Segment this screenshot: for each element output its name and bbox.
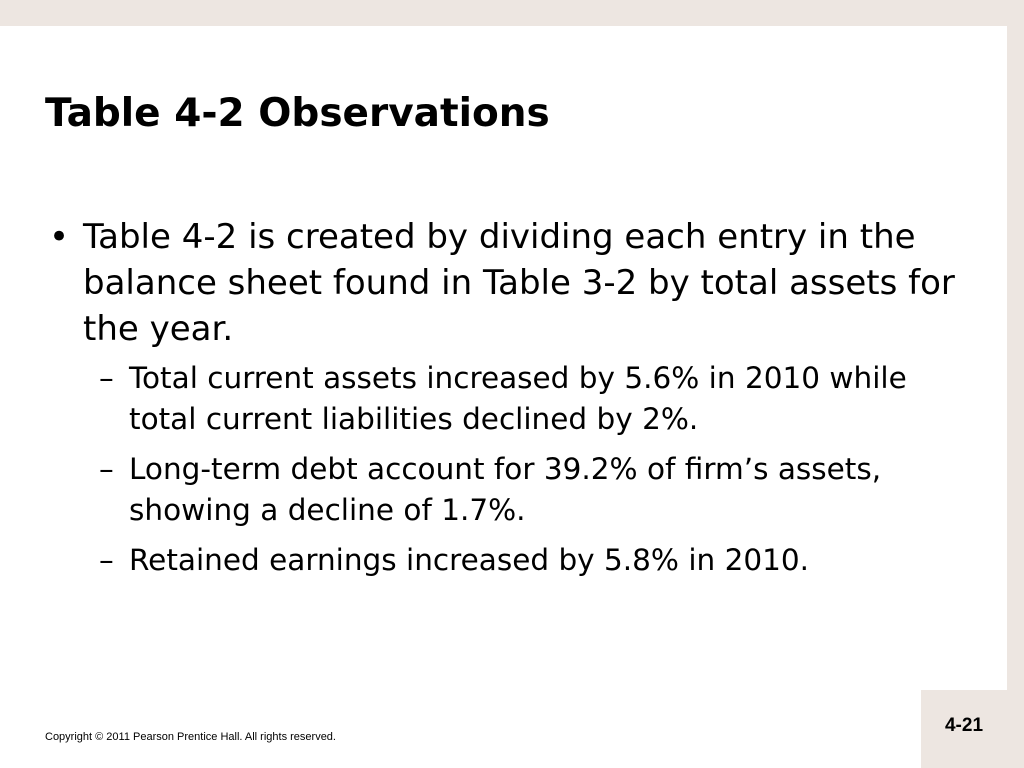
sub-bullet-text: Total current assets increased by 5.6% in 2010 while total current liabilities declined by 2%. (129, 361, 907, 436)
copyright-notice: Copyright © 2011 Pearson Prentice Hall. All rights reserved. (45, 731, 336, 743)
sub-bullet-text: Retained earnings increased by 5.8% in 2010. (129, 543, 810, 577)
slide-title: Table 4-2 Observations (45, 91, 550, 136)
bullet-marker: • (49, 217, 70, 257)
page-number: 4-21 (944, 715, 984, 736)
slide-content (45, 214, 955, 590)
dash-marker: – (99, 361, 114, 395)
bullet-item (45, 214, 955, 352)
sub-bullet-item (45, 358, 955, 440)
sub-bullet-text: Long-term debt account for 39.2% of firm’s assets, showing a decline of 1.7%. (129, 452, 882, 527)
sub-bullet-item (45, 449, 955, 531)
sub-bullet-item (45, 540, 955, 581)
dash-marker: – (99, 452, 114, 486)
page-number-box (921, 690, 1007, 768)
sub-bullet-list (45, 358, 955, 581)
dash-marker: – (99, 543, 114, 577)
bullet-text: Table 4-2 is created by dividing each entry in the balance sheet found in Table 3-2 by total assets for the year. (83, 217, 955, 349)
slide-canvas (0, 26, 1007, 768)
